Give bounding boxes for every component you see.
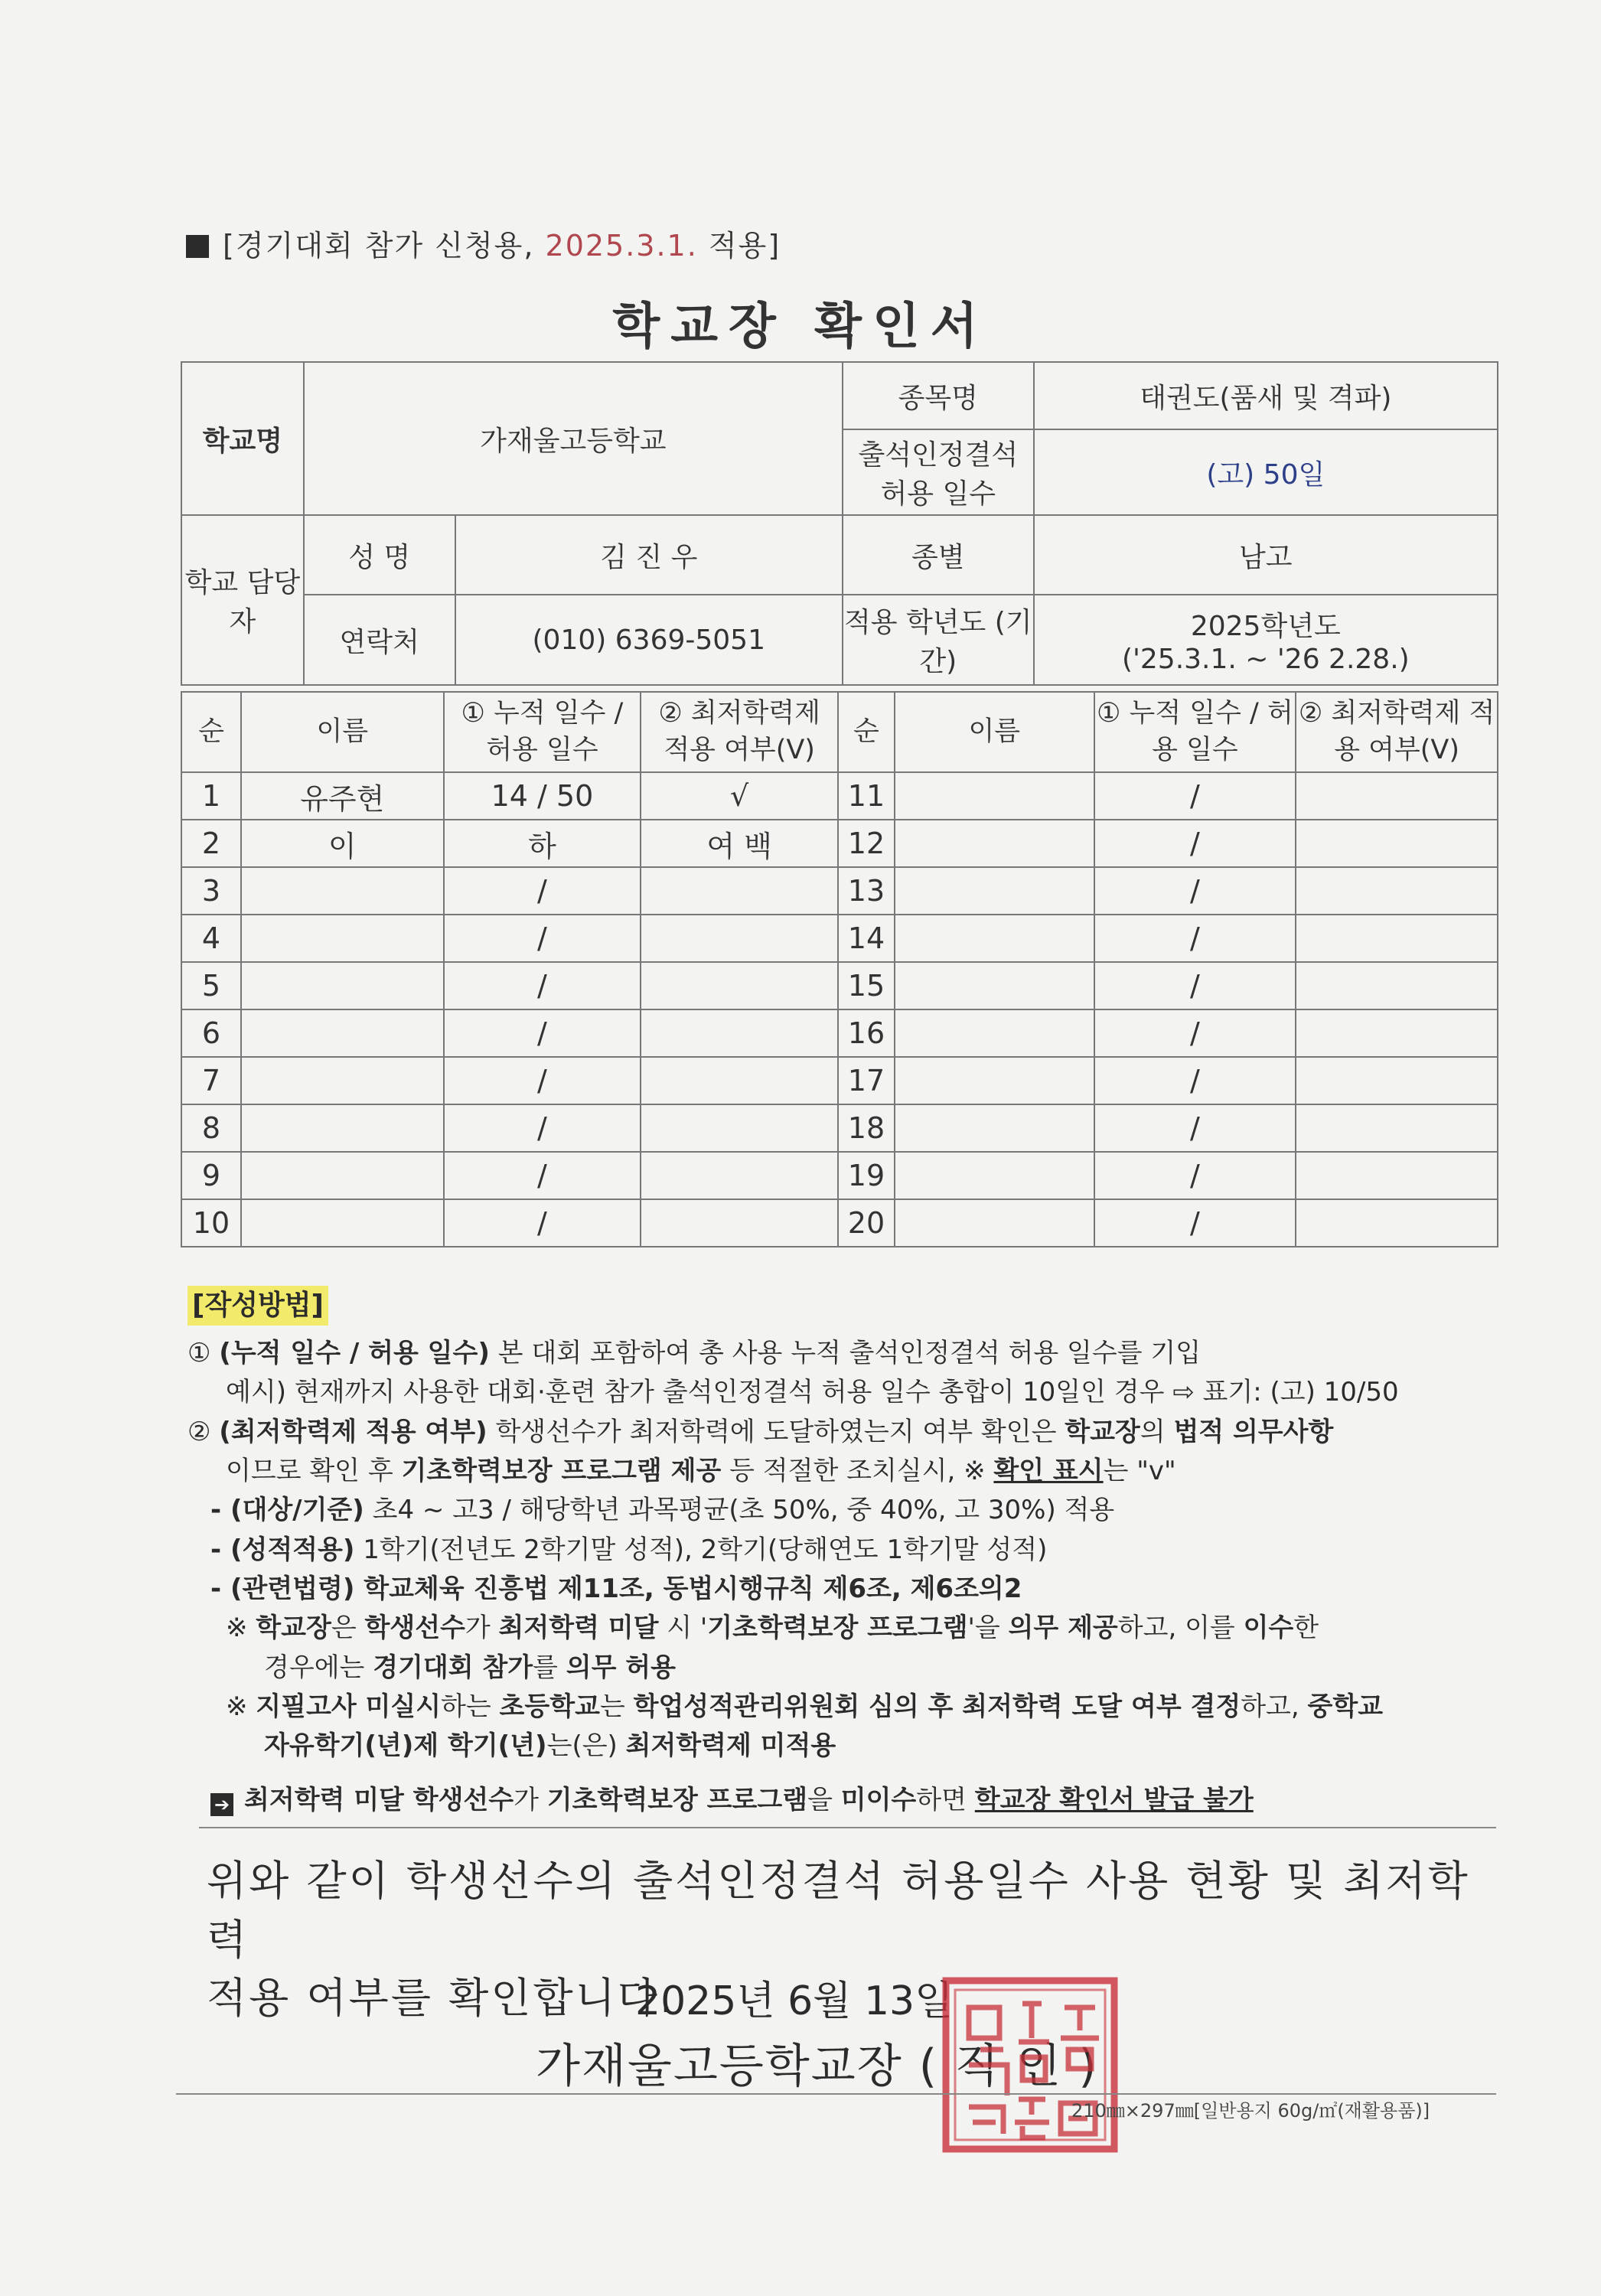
- year-label: 적용 학년도 (기간): [843, 595, 1034, 685]
- absence-days: /: [444, 1057, 641, 1104]
- student-name: [895, 1152, 1094, 1199]
- student-name: [241, 1009, 444, 1057]
- col-name-header: 이름: [241, 692, 444, 772]
- issue-date: 2025년 6월 13일: [635, 1978, 954, 2024]
- row-number: 17: [838, 1057, 895, 1104]
- i2-line2a: 이므로 확인 후: [226, 1456, 402, 1487]
- contact-label: 연락처: [304, 595, 455, 685]
- student-name: [895, 1009, 1094, 1057]
- instructions-heading: [작성방법]: [187, 1286, 328, 1326]
- row-number: 5: [181, 962, 241, 1009]
- absence-days: 14 / 50: [444, 772, 641, 820]
- student-name: [241, 915, 444, 962]
- n2-c: 하는: [441, 1691, 500, 1722]
- row-number: 10: [181, 1199, 241, 1247]
- min-achievement: [641, 867, 838, 915]
- header-prefix: [경기대회 참가 신청용,: [223, 229, 546, 263]
- absence-days: /: [1094, 820, 1296, 867]
- min-achievement: [1296, 772, 1498, 820]
- confirmation-line-1: 위와 같이 학생선수의 출석인정결석 허용일수 사용 현황 및 최저학력: [207, 1857, 1470, 1964]
- instruction-1: [187, 1335, 1504, 1372]
- n1-j: 의무 제공: [1008, 1613, 1118, 1644]
- year-cell: [1034, 595, 1498, 685]
- detail-law: [187, 1570, 1504, 1608]
- col-name-header: 이름: [895, 692, 1094, 772]
- min-achievement: [641, 1104, 838, 1152]
- row-number: 7: [181, 1057, 241, 1104]
- i1-num: ①: [187, 1338, 211, 1369]
- n2-a: ※: [226, 1691, 256, 1722]
- n2-line2a: 자유학기(년)제 학기(년): [264, 1730, 547, 1762]
- event-value: 태권도(품새 및 격파): [1034, 362, 1498, 429]
- square-bullet-icon: [186, 235, 209, 258]
- year-period: ('25.3.1. ~ '26 2.28.): [1121, 644, 1410, 675]
- absence-days: /: [1094, 1057, 1296, 1104]
- instructions: [187, 1286, 1504, 1821]
- i2-text2: 의: [1140, 1416, 1174, 1447]
- row-number: 11: [838, 772, 895, 820]
- table-row: [181, 1057, 1498, 1104]
- name-label: 성 명: [304, 515, 455, 595]
- n2-g: 하고,: [1241, 1691, 1308, 1722]
- n2-line2c: 최저학력제 미적용: [625, 1730, 836, 1762]
- table-row: [181, 867, 1498, 915]
- final-a: 최저학력 미달 학생선수: [244, 1785, 514, 1816]
- form-header: [186, 222, 781, 264]
- n1-f: 최저학력 미달: [498, 1613, 659, 1644]
- col-min-header: ② 최저학력제 적용 여부(V): [1296, 692, 1498, 772]
- col-min-header: ② 최저학력제 적용 여부(V): [641, 692, 838, 772]
- row-number: 1: [181, 772, 241, 820]
- final-e: 미이수: [840, 1785, 917, 1816]
- absence-days: /: [444, 867, 641, 915]
- row-number: 9: [181, 1152, 241, 1199]
- row-number: 2: [181, 820, 241, 867]
- table-row: [181, 820, 1498, 867]
- absence-days: /: [444, 1152, 641, 1199]
- min-achievement: [641, 915, 838, 962]
- i2-num: ②: [187, 1416, 211, 1447]
- final-b: 가: [514, 1785, 547, 1816]
- i2-text1: 학생선수가 최저학력에 도달하였는지 여부 확인은: [487, 1416, 1065, 1447]
- row-number: 6: [181, 1009, 241, 1057]
- manager-label: 학교 담당자: [181, 515, 304, 685]
- n1-c: 은: [331, 1613, 365, 1644]
- n2-f: 학업성적관리위원회 심의 후 최저학력 도달 여부 결정: [633, 1691, 1241, 1722]
- min-achievement: [1296, 1009, 1498, 1057]
- table-row: [181, 962, 1498, 1009]
- min-achievement: [1296, 962, 1498, 1009]
- d2-text: 1학기(전년도 2학기말 성적), 2학기(당해연도 1학기말 성적): [354, 1534, 1048, 1565]
- i2-b3: 법적 의무사항: [1173, 1416, 1334, 1447]
- absence-days: 하: [444, 820, 641, 867]
- student-name: [895, 1104, 1094, 1152]
- row-number: 14: [838, 915, 895, 962]
- row-number: 3: [181, 867, 241, 915]
- n1-line2b: 경기대회 참가: [373, 1652, 533, 1683]
- n1-g: 시 ': [658, 1613, 708, 1644]
- student-name: [895, 867, 1094, 915]
- n1-line2c: 를: [533, 1652, 566, 1683]
- row-number: 12: [838, 820, 895, 867]
- absence-days: /: [444, 915, 641, 962]
- row-number: 8: [181, 1104, 241, 1152]
- detail-grades: [187, 1531, 1504, 1569]
- student-name: [241, 962, 444, 1009]
- gender-value: 남고: [1034, 515, 1498, 595]
- final-g: 학교장 확인서 발급 불가: [974, 1785, 1254, 1816]
- instruction-2: [187, 1414, 1504, 1451]
- table-row: [181, 915, 1498, 962]
- row-number: 19: [838, 1152, 895, 1199]
- student-name: [241, 1057, 444, 1104]
- note-1-cont: [187, 1649, 1504, 1687]
- instruction-2-cont: [187, 1453, 1504, 1490]
- n2-b: 지필고사 미실시: [256, 1691, 442, 1722]
- n1-m: 한: [1293, 1613, 1319, 1644]
- absence-value: (고) 50일: [1034, 429, 1498, 515]
- min-achievement: [641, 962, 838, 1009]
- i2-bold: (최저학력제 적용 여부): [219, 1416, 487, 1447]
- header-suffix: 적용]: [697, 229, 781, 263]
- row-number: 18: [838, 1104, 895, 1152]
- d2-bold: - (성적적용): [210, 1534, 355, 1565]
- note-2: [187, 1688, 1504, 1726]
- footer-line: [176, 2093, 1496, 2095]
- table-row: [181, 772, 1498, 820]
- n2-line2b: 는(은): [546, 1730, 626, 1762]
- signer: 가재울고등학교장 ( 직 인 ): [536, 2040, 1098, 2093]
- n1-b: 학교장: [256, 1613, 331, 1644]
- absence-days: /: [444, 1104, 641, 1152]
- n2-d: 초등학교: [499, 1691, 600, 1722]
- min-achievement: [641, 1009, 838, 1057]
- header-date: 2025.3.1.: [545, 229, 698, 263]
- n1-d: 학생선수: [364, 1613, 465, 1644]
- n1-i: '을: [967, 1613, 1009, 1644]
- confirmation-line-2: 적용 여부를 확인합니다.: [207, 1974, 676, 2023]
- min-achievement: [1296, 1152, 1498, 1199]
- final-c: 기초학력보장 프로그램: [546, 1785, 808, 1816]
- absence-days: /: [1094, 1009, 1296, 1057]
- info-table: [181, 361, 1498, 686]
- row-number: 16: [838, 1009, 895, 1057]
- school-label: 학교명: [181, 362, 304, 515]
- i2-b2: 학교장: [1065, 1416, 1140, 1447]
- i1-bold: (누적 일수 / 허용 일수): [219, 1338, 490, 1369]
- min-achievement: [1296, 1057, 1498, 1104]
- name-value: 김 진 우: [455, 515, 843, 595]
- col-no-header: 순: [838, 692, 895, 772]
- absence-days: /: [444, 962, 641, 1009]
- absence-days: /: [1094, 962, 1296, 1009]
- n1-a: ※: [226, 1613, 256, 1644]
- min-achievement: [1296, 1199, 1498, 1247]
- min-achievement: [641, 1152, 838, 1199]
- d3-bold: - (관련법령) 학교체육 진흥법 제11조, 동법시행규칙 제6조, 제6조의2: [210, 1573, 1022, 1604]
- row-number: 4: [181, 915, 241, 962]
- note-2-cont: [187, 1727, 1504, 1765]
- final-d: 을: [807, 1785, 841, 1816]
- student-name: [895, 962, 1094, 1009]
- school-name: 가재울고등학교: [304, 362, 843, 515]
- student-name: 유주현: [241, 772, 444, 820]
- n1-line2a: 경우에는: [264, 1652, 373, 1683]
- i2-line2b: 기초학력보장 프로그램 제공: [401, 1456, 722, 1487]
- min-achievement: 여 백: [641, 820, 838, 867]
- absence-days: /: [444, 1199, 641, 1247]
- absence-days: /: [1094, 1104, 1296, 1152]
- absence-days: /: [1094, 867, 1296, 915]
- min-achievement: [641, 1057, 838, 1104]
- absence-days: /: [1094, 1152, 1296, 1199]
- document-title: 학교장 확인서: [612, 298, 989, 355]
- n1-e: 가: [465, 1613, 499, 1644]
- n2-h: 중학교: [1307, 1691, 1384, 1722]
- student-name: [895, 915, 1094, 962]
- i2-line2d: 확인 표시: [993, 1456, 1104, 1487]
- table-row: [181, 1104, 1498, 1152]
- row-number: 13: [838, 867, 895, 915]
- student-name: [895, 772, 1094, 820]
- detail-target: [187, 1492, 1504, 1529]
- final-f: 하면: [916, 1785, 975, 1816]
- note-1: [187, 1609, 1504, 1647]
- student-name: [895, 1199, 1094, 1247]
- n2-e: 는: [599, 1691, 634, 1722]
- absence-days: /: [1094, 915, 1296, 962]
- table-row: [181, 1009, 1498, 1057]
- min-achievement: [1296, 915, 1498, 962]
- student-name: [241, 1104, 444, 1152]
- min-achievement: [1296, 867, 1498, 915]
- official-seal-stamp: [938, 1973, 1122, 2157]
- absence-days: /: [1094, 1199, 1296, 1247]
- n1-k: 하고, 이를: [1117, 1613, 1244, 1644]
- students-table: [181, 691, 1498, 1247]
- table-row: [181, 1199, 1498, 1247]
- row-number: 15: [838, 962, 895, 1009]
- arrow-box-icon: ➔: [210, 1793, 233, 1816]
- min-achievement: [1296, 1104, 1498, 1152]
- d1-bold: - (대상/기준): [210, 1495, 364, 1526]
- i2-line2e: 는 "v": [1103, 1456, 1176, 1487]
- table-row: [181, 1152, 1498, 1199]
- min-achievement: [641, 1199, 838, 1247]
- absence-days: /: [1094, 772, 1296, 820]
- absence-label: 출석인정결석 허용 일수: [843, 429, 1034, 515]
- student-name: [241, 867, 444, 915]
- final-note: [187, 1782, 1504, 1819]
- instruction-1-example: 예시) 현재까지 사용한 대회·훈련 참가 출석인정결석 허용 일수 총합이 10일인 경우 ⇨ 표기: (고) 10/50: [226, 1377, 1399, 1408]
- student-name: 이: [241, 820, 444, 867]
- year-value: 2025학년도: [1190, 611, 1341, 642]
- contact-value: (010) 6369-5051: [455, 595, 843, 685]
- n1-h: 기초학력보장 프로그램: [707, 1613, 968, 1644]
- col-days-header: ① 누적 일수 / 허용 일수: [1094, 692, 1296, 772]
- n1-l: 이수: [1243, 1613, 1294, 1644]
- min-achievement: √: [641, 772, 838, 820]
- student-name: [895, 820, 1094, 867]
- i2-line2c: 등 적절한 조치실시, ※: [721, 1456, 994, 1487]
- student-name: [241, 1199, 444, 1247]
- student-name: [895, 1057, 1094, 1104]
- min-achievement: [1296, 820, 1498, 867]
- student-name: [241, 1152, 444, 1199]
- col-no-header: 순: [181, 692, 241, 772]
- col-days-header: ① 누적 일수 / 허용 일수: [444, 692, 641, 772]
- absence-days: /: [444, 1009, 641, 1057]
- divider-line: [199, 1827, 1496, 1828]
- i1-text: 본 대회 포함하여 총 사용 누적 출석인정결석 허용 일수를 기입: [489, 1338, 1202, 1369]
- row-number: 20: [838, 1199, 895, 1247]
- n1-line2d: 의무 허용: [566, 1652, 676, 1683]
- paper-spec-note: 210㎜×297㎜[일반용지 60g/㎡(재활용품)]: [1071, 2100, 1430, 2122]
- event-label: 종목명: [843, 362, 1034, 429]
- gender-label: 종별: [843, 515, 1034, 595]
- students-header-row: [181, 692, 1498, 772]
- d1-text: 초4 ~ 고3 / 해당학년 과목평균(초 50%, 중 40%, 고 30%) 적용: [364, 1495, 1115, 1526]
